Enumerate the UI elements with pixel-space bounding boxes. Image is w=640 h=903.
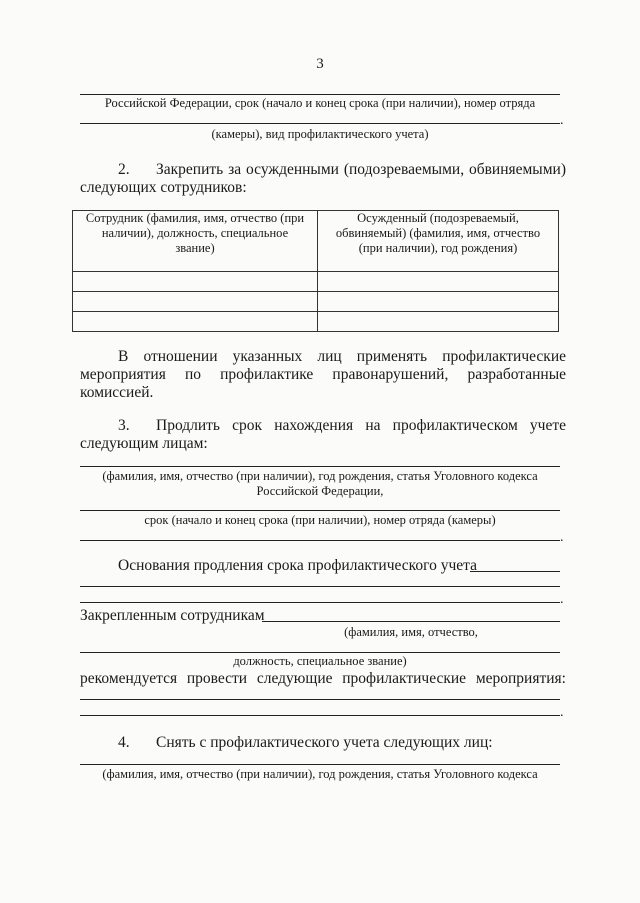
page-number: 3 <box>316 56 324 72</box>
item3-line2: следующим лицам: <box>80 435 208 452</box>
item2-line1: Закрепить за осужденными (подозреваемыми, обвиняемыми) <box>156 161 566 178</box>
recommend-line: рекомендуется провести следующие профилактические мероприятия: <box>80 670 566 687</box>
assigned-caption-2: должность, специальное звание) <box>233 654 407 668</box>
fill-line <box>80 510 560 511</box>
end-dot: . <box>560 592 564 607</box>
item4-number: 4. <box>118 734 130 751</box>
fill-line <box>80 94 560 95</box>
end-dot: . <box>560 113 564 128</box>
para-line1: В отношении указанных лиц применять профилактические <box>118 348 566 365</box>
header-caption-1: Российской Федерации, срок (начало и конец срока (при наличии), номер отряда <box>104 96 536 110</box>
fill-line <box>80 540 560 541</box>
fill-line <box>80 466 560 467</box>
table-cell <box>73 312 318 332</box>
header-caption-2: (камеры), вид профилактического учета) <box>211 127 429 141</box>
item2-line2: следующих сотрудников: <box>80 179 247 196</box>
item4-caption: (фамилия, имя, отчество (при наличии), год рождения, статья Уголовного кодекса <box>102 767 538 781</box>
assignment-table <box>72 210 559 332</box>
fill-line <box>80 699 560 700</box>
fill-line <box>80 123 560 124</box>
grounds-label: Основания продления срока профилактического учета <box>118 557 478 574</box>
table-header-convict: Осужденный (подозреваемый, обвиняемый) (фамилия, имя, отчество (при наличии), год рождения) <box>318 211 559 272</box>
assigned-label: Закрепленным сотрудникам <box>80 607 265 624</box>
item3-number: 3. <box>118 417 130 434</box>
table-cell <box>73 292 318 312</box>
fill-line <box>262 621 560 622</box>
table-cell <box>318 272 559 292</box>
item3-line1: Продлить срок нахождения на профилактическом учете <box>156 417 566 434</box>
end-dot: . <box>560 705 564 720</box>
table-cell <box>318 292 559 312</box>
item3-caption-1a: (фамилия, имя, отчество (при наличии), год рождения, статья Уголовного кодекса <box>102 469 538 483</box>
para-line3: комиссией. <box>80 384 154 401</box>
table-cell <box>318 312 559 332</box>
fill-line <box>80 602 560 603</box>
item3-caption-1b: Российской Федерации, <box>256 484 384 498</box>
fill-line <box>80 764 560 765</box>
item2-number: 2. <box>118 161 130 178</box>
item4-text: Снять с профилактического учета следующих лиц: <box>156 734 493 751</box>
end-dot: . <box>560 530 564 545</box>
fill-line <box>80 652 560 653</box>
fill-line <box>80 715 560 716</box>
para-line2: мероприятия по профилактике правонарушений, разработанные <box>80 366 566 383</box>
assigned-caption-1: (фамилия, имя, отчество, <box>344 625 478 639</box>
item3-caption-2: срок (начало и конец срока (при наличии), номер отряда (камеры) <box>144 513 496 527</box>
table-cell <box>73 272 318 292</box>
fill-line <box>470 571 560 572</box>
table-header-employee: Сотрудник (фамилия, имя, отчество (при наличии), должность, специальное звание) <box>73 211 318 272</box>
fill-line <box>80 586 560 587</box>
